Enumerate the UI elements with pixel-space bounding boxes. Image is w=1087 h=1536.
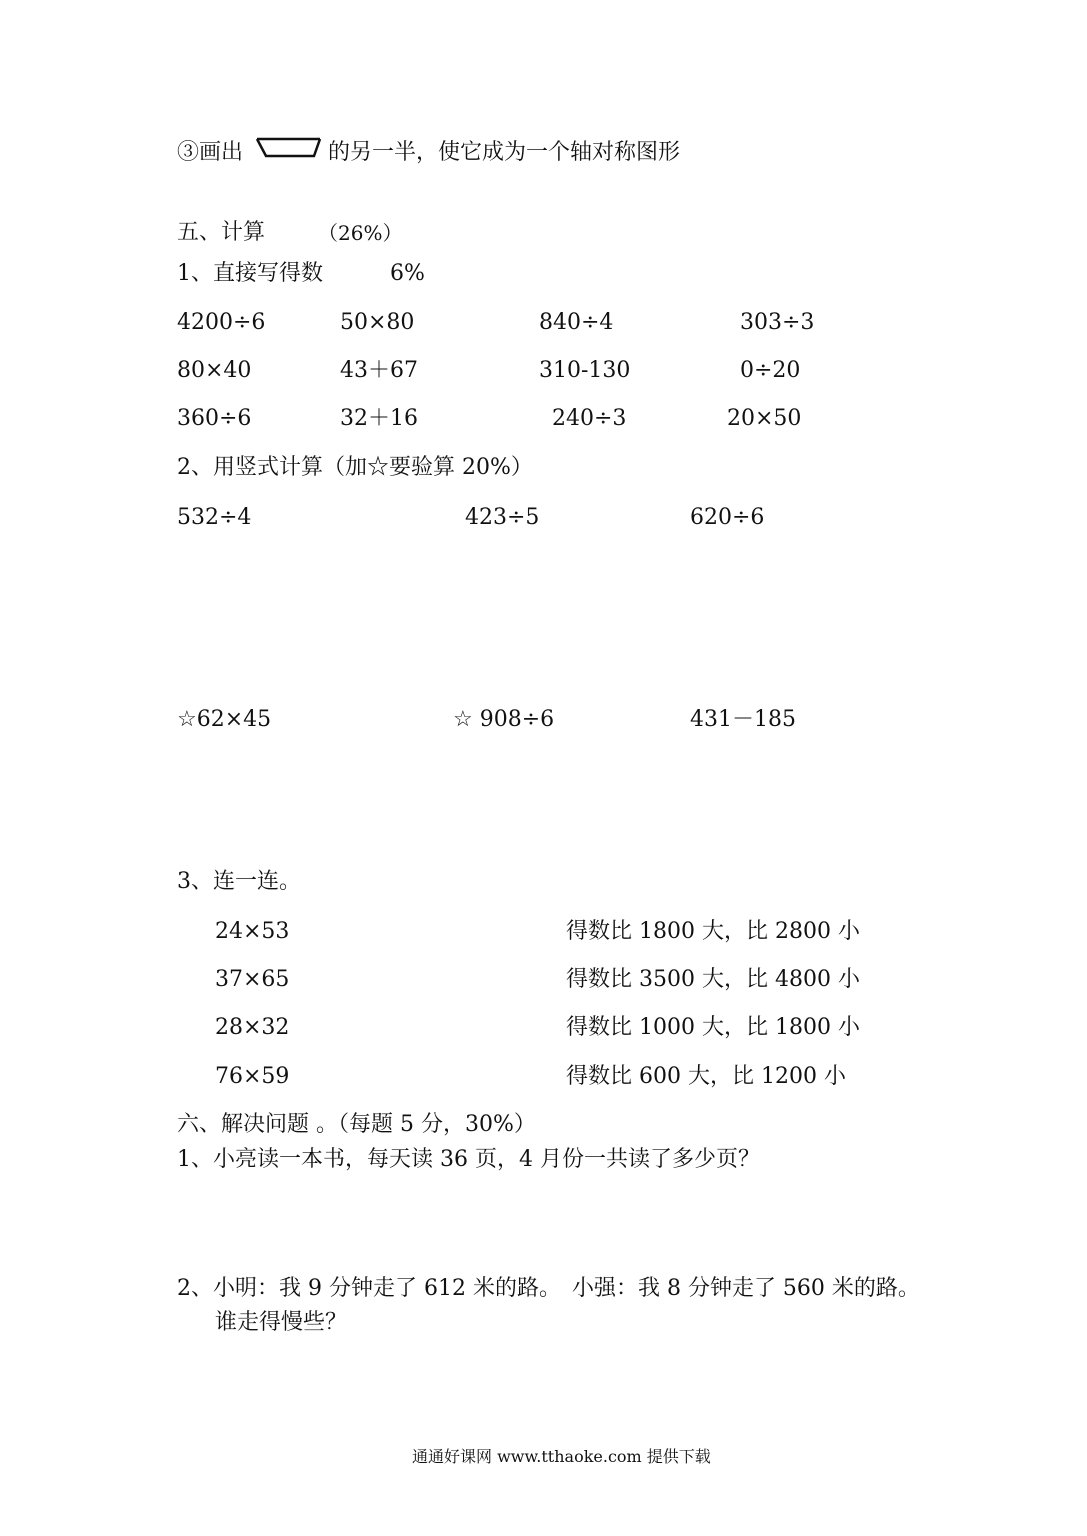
vertical-calc-item: 431－185: [690, 707, 796, 732]
draw-question-suffix: 的另一半，使它成为一个轴对称图形: [328, 140, 681, 165]
oral-calc-item: 20×50: [727, 406, 802, 431]
vertical-calc-item: 532÷4: [177, 505, 252, 530]
match-right-item: 得数比 600 大，比 1200 小: [566, 1064, 846, 1089]
problem-2-line1: 2、小明：我 9 分钟走了 612 米的路。 小强：我 8 分钟走了 560 米的路。: [177, 1276, 920, 1301]
vertical-calc-item: ☆62×45: [177, 707, 272, 732]
part2-title: 2、用竖式计算（加☆要验算 20%）: [177, 455, 533, 480]
oral-calc-item: 360÷6: [177, 406, 252, 431]
half-trapezoid-figure: [254, 136, 324, 160]
oral-calc-item: 50×80: [340, 310, 415, 335]
match-left-item: 24×53: [215, 919, 290, 944]
vertical-calc-item: ☆ 908÷6: [453, 707, 555, 732]
oral-calc-item: 32＋16: [340, 406, 418, 431]
section6-title: 六、解决问题 。（每题 5 分，30%）: [177, 1112, 536, 1137]
oral-calc-item: 80×40: [177, 358, 252, 383]
match-right-item: 得数比 1800 大，比 2800 小: [566, 919, 860, 944]
match-right-item: 得数比 3500 大，比 4800 小: [566, 967, 860, 992]
part1-title: 1、直接写得数: [177, 261, 323, 286]
oral-calc-item: 310-130: [539, 358, 631, 383]
oral-calc-item: 43＋67: [340, 358, 418, 383]
vertical-calc-item: 620÷6: [690, 505, 765, 530]
oral-calc-item: 4200÷6: [177, 310, 266, 335]
part3-title: 3、连一连。: [177, 869, 301, 894]
match-left-item: 76×59: [215, 1064, 290, 1089]
oral-calc-item: 240÷3: [552, 406, 627, 431]
draw-question-prefix: ③画出: [177, 140, 244, 165]
section5-title: 五、计算: [177, 220, 266, 245]
page-footer: 通通好课网 www.tthaoke.com 提供下载: [412, 1447, 711, 1466]
oral-calc-item: 840÷4: [539, 310, 614, 335]
match-left-item: 37×65: [215, 967, 290, 992]
oral-calc-item: 0÷20: [740, 358, 801, 383]
oral-calc-item: 303÷3: [740, 310, 815, 335]
section5-score: （26%）: [318, 221, 403, 245]
vertical-calc-item: 423÷5: [465, 505, 540, 530]
match-right-item: 得数比 1000 大，比 1800 小: [566, 1015, 860, 1040]
problem-2-line2: 谁走得慢些？: [215, 1310, 348, 1335]
problem-1: 1、小亮读一本书，每天读 36 页，4 月份一共读了多少页？: [177, 1147, 760, 1172]
part1-score: 6%: [390, 261, 425, 286]
match-left-item: 28×32: [215, 1015, 290, 1040]
